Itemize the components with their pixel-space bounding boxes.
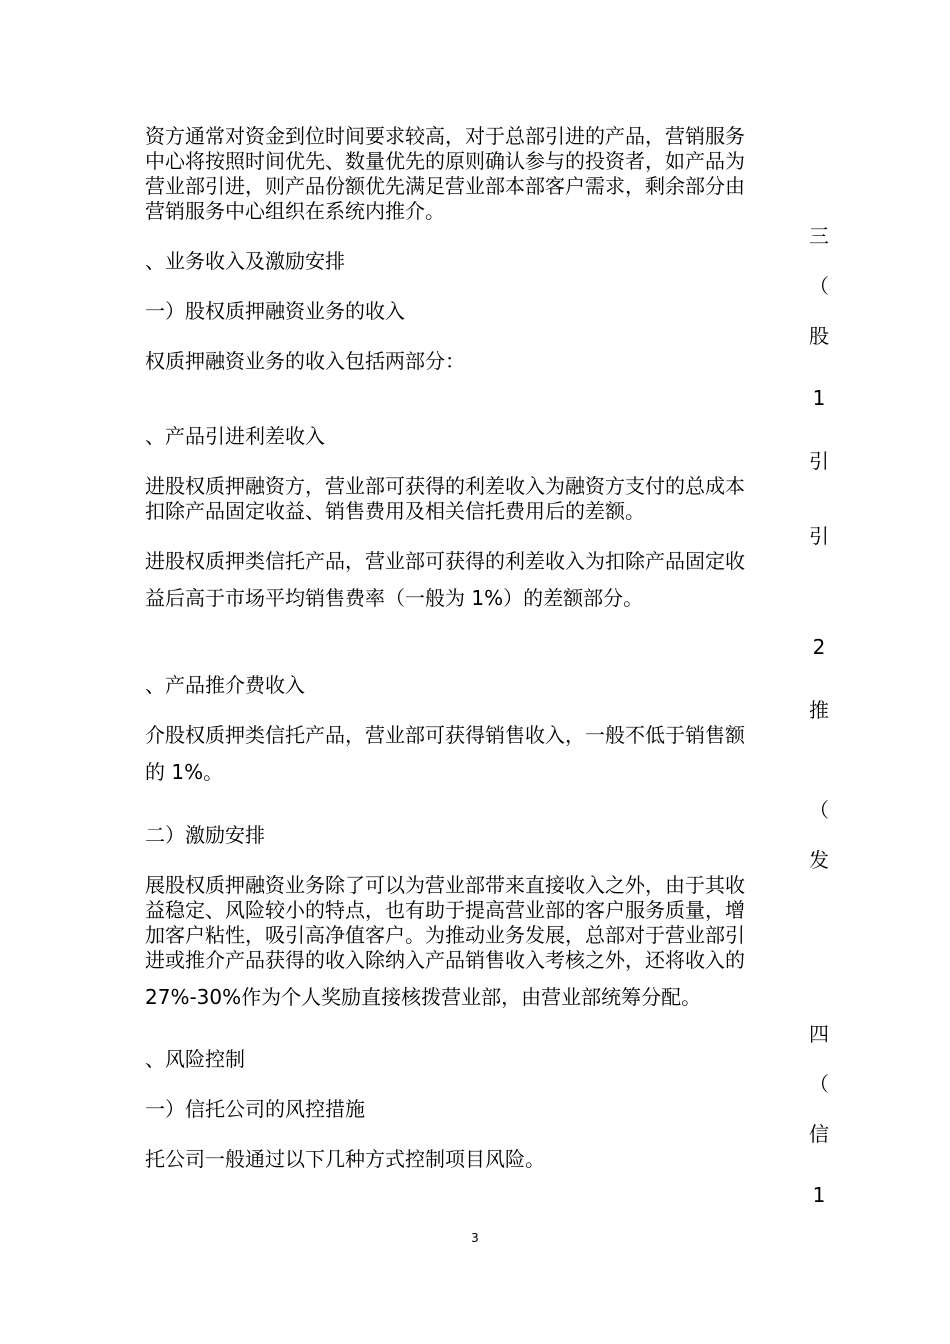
margin-char: 发 [809, 848, 829, 872]
margin-char: （ [809, 798, 829, 822]
item-heading: 、产品推介费收入 [145, 673, 305, 697]
body-line: 资方通常对资金到位时间要求较高，对于总部引进的产品，营销服务 [145, 124, 745, 148]
body-line: 进股权质押类信托产品，营业部可获得的利差收入为扣除产品固定收 [145, 549, 745, 573]
margin-char: 引 [809, 449, 829, 473]
subsection-heading: 一）股权质押融资业务的收入 [145, 299, 405, 323]
margin-char: 四 [809, 1022, 829, 1046]
margin-char: 股 [809, 324, 829, 348]
body-line: 营业部引进，则产品份额优先满足营业部本部客户需求，剩余部分由 [145, 174, 745, 198]
body-line: 扣除产品固定收益、销售费用及相关信托费用后的差额。 [145, 499, 645, 523]
body-line: 益稳定、风险较小的特点，也有助于提高营业部的客户服务质量，增 [145, 898, 745, 922]
item-heading: 、产品引进利差收入 [145, 424, 325, 448]
body-line: 益后高于市场平均销售费率（一般为 1%）的差额部分。 [145, 586, 644, 610]
margin-char: （ [809, 1072, 829, 1096]
section-heading: 、业务收入及激励安排 [145, 249, 345, 273]
margin-char: 1 [812, 1183, 826, 1207]
body-line: 托公司一般通过以下几种方式控制项目风险。 [145, 1147, 545, 1171]
page-number: 3 [471, 1231, 479, 1245]
body-line: 权质押融资业务的收入包括两部分： [145, 349, 465, 373]
body-line: 27%-30%作为个人奖励直接核拨营业部，由营业部统筹分配。 [145, 985, 702, 1009]
section-heading: 、风险控制 [145, 1047, 245, 1071]
margin-char: 信 [809, 1122, 829, 1146]
body-line: 介股权质押类信托产品，营业部可获得销售收入，一般不低于销售额 [145, 723, 745, 747]
body-line: 的 1%。 [145, 760, 224, 784]
subsection-heading: 一）信托公司的风控措施 [145, 1097, 365, 1121]
body-line: 进或推介产品获得的收入除纳入产品销售收入考核之外，还将收入的 [145, 948, 745, 972]
body-line: 展股权质押融资业务除了可以为营业部带来直接收入之外，由于其收 [145, 873, 745, 897]
body-line: 中心将按照时间优先、数量优先的原则确认参与的投资者，如产品为 [145, 149, 745, 173]
body-line: 进股权质押融资方，营业部可获得的利差收入为融资方支付的总成本 [145, 474, 745, 498]
margin-char: （ [809, 274, 829, 298]
body-line: 加客户粘性，吸引高净值客户。为推动业务发展，总部对于营业部引 [145, 923, 745, 947]
margin-char: 1 [812, 386, 826, 410]
margin-char: 三 [809, 224, 829, 248]
body-line: 营销服务中心组织在系统内推介。 [145, 199, 445, 223]
margin-char: 推 [809, 698, 829, 722]
margin-char: 2 [812, 635, 826, 659]
subsection-heading: 二）激励安排 [145, 823, 265, 847]
margin-char: 引 [809, 524, 829, 548]
